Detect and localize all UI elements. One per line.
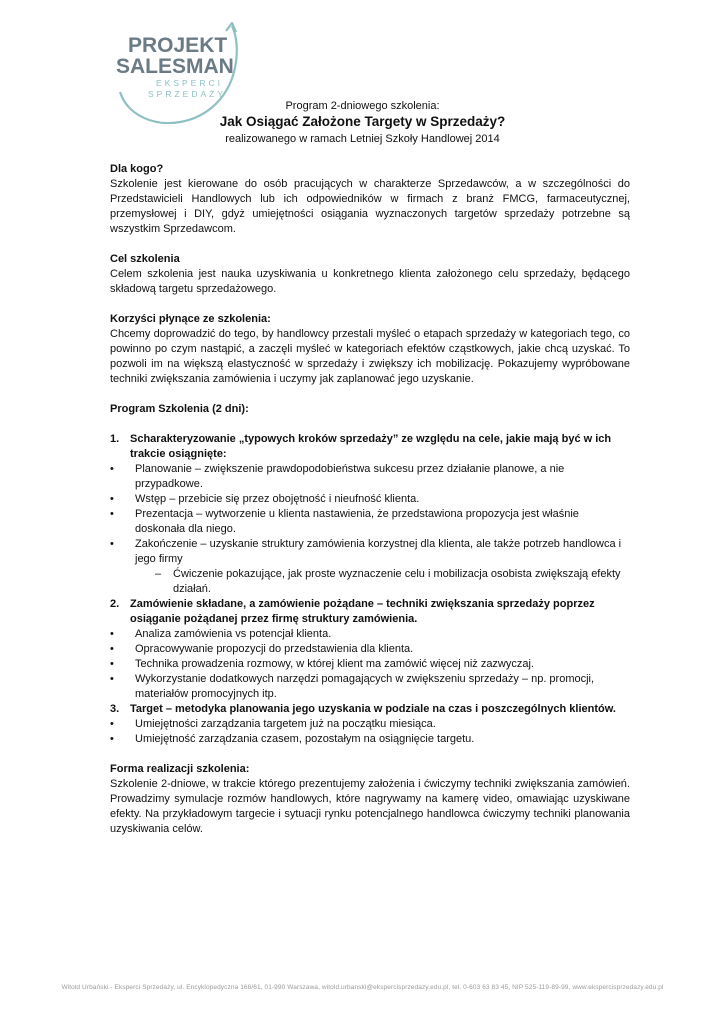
section-text: Szkolenie 2-dniowe, w trakcie którego prezentujemy założenia i ćwiczymy techniki zwiększania zamówień. Prowadzimy symulacje rozmów handlowych, które nagrywamy na kamerę video, omawiając uzyskiwane efekty. Na przykładowym targecie i sytuacji rynku potencjalnego handlowca ćwiczymy techniki planowania uzyskiwania celów. — [110, 778, 630, 835]
list-item: • Opracowywanie propozycji do przedstawienia dla klienta. — [110, 642, 630, 657]
logo-arrow-icon — [226, 23, 236, 32]
section-text: Szkolenie jest kierowane do osób pracujących w charakterze Sprzedawców, a w szczególności do Przedstawicieli Handlowych lub ich odpowiedników w firmach z branż FMCG, farmaceutycznej, przemysłowej i DIY, gdyż umiejętności osiągania wyznaczonych targetów sprzedaży potrzebne są wszystkim Sprzedawcom. — [110, 178, 630, 235]
program-item-1-title — [110, 432, 630, 462]
list-item: • Umiejętności zarządzania targetem już na początku miesiąca. — [110, 717, 630, 732]
section-goal — [110, 252, 630, 297]
program-subtitle: Program 2-dniowego szkolenia: — [285, 100, 440, 112]
logo-line-3: EKSPERCI — [156, 78, 223, 88]
list-item: • Prezentacja – wytworzenie u klienta nastawienia, że przedstawiona propozycja jest właśnie doskonała dla niego. — [110, 507, 630, 537]
section-text: Celem szkolenia jest nauka uzyskiwania u konkretnego klienta założonego celu sprzedaży, będącego składową targetu sprzedażowego. — [110, 268, 630, 295]
page-footer: Witold Urbański - Eksperci Sprzedaży, ul. Encyklopedyczna 168/61, 01-990 Warszawa, witold.urbanski@ekspercisprzedazy.edu.pl, tel. 0-603 63 83 45, NIP 525-119-89-99, www.ekspercisprzedazy.edu.pl — [61, 984, 664, 991]
list-item: • Technika prowadzenia rozmowy, w której klient ma zamówić więcej niż zazwyczaj. — [110, 657, 630, 672]
section-heading: Program Szkolenia (2 dni): — [110, 403, 249, 415]
section-heading: Forma realizacji szkolenia: — [110, 763, 250, 775]
logo-line-2: SALESMAN — [116, 55, 234, 78]
sub-list-item: – Ćwiczenie pokazujące, jak proste wyznaczenie celu i mobilizacja osobista zwiększają efekty działań. — [110, 567, 630, 597]
list-item: • Umiejętność zarządzania czasem, pozostałym na osiągnięcie targetu. — [110, 732, 630, 747]
section-heading: Dla kogo? — [110, 163, 164, 175]
program-context: realizowanego w ramach Letniej Szkoły Handlowej 2014 — [225, 133, 500, 145]
section-format — [110, 762, 630, 837]
item-number: 3. — [110, 703, 120, 715]
section-program — [110, 402, 630, 747]
item-title: Zamówienie składane, a zamówienie pożądane – techniki zwiększania sprzedaży poprzez osiąganie pożądanej przez firmę struktury zamówienia. — [130, 598, 595, 625]
section-benefits — [110, 312, 630, 387]
section-heading: Korzyści płynące ze szkolenia: — [110, 313, 271, 325]
list-item: • Planowanie – zwiększenie prawdopodobieństwa sukcesu przez działanie planowe, a nie przypadkowe. — [110, 462, 630, 492]
list-item: • Wykorzystanie dodatkowych narzędzi pomagających w zwiększeniu sprzedaży – np. promocji, materiałów promocyjnych itp. — [110, 672, 630, 702]
page-title: Jak Osiągać Założone Targety w Sprzedaży? — [219, 114, 506, 129]
list-item: • Analiza zamówienia vs potencjał klienta. — [110, 627, 630, 642]
program-item-2-title — [110, 597, 630, 627]
list-item: • Wstęp – przebicie się przez obojętność i nieufność klienta. — [110, 492, 630, 507]
program-item-3-title — [110, 702, 630, 717]
item-title: Scharakteryzowanie „typowych kroków sprzedaży” ze względu na cele, jakie mają być w ich trakcie osiągnięte: — [130, 433, 612, 460]
section-text: Chcemy doprowadzić do tego, by handlowcy przestali myśleć o etapach sprzedaży w kategoriach tego, co powinno po czym nastąpić, a zaczęli myśleć w kategoriach efektów cząstkowych, jakie chcą uzyskać. To pozwoli im na większą elastyczność w sprzedaży i zwiększy ich mobilizację. Pokazujemy wypróbowane techniki zwiększania zamówienia i uczymy jak zaplanować jego uzyskanie. — [110, 328, 630, 385]
section-heading: Cel szkolenia — [110, 253, 180, 265]
list-item: • Zakończenie – uzyskanie struktury zamówienia korzystnej dla klienta, ale także potrzeb handlowca i jego firmy — [110, 537, 630, 567]
item-number: 2. — [110, 598, 120, 610]
logo-line-1: PROJEKT — [128, 34, 228, 57]
item-number: 1. — [110, 433, 120, 445]
section-audience — [110, 162, 630, 237]
item-title: Target – metodyka planowania jego uzyskania w podziale na czas i poszczególnych klientów. — [130, 703, 616, 715]
document-body — [110, 162, 630, 852]
logo-line-4: SPRZEDAŻY — [148, 89, 227, 99]
